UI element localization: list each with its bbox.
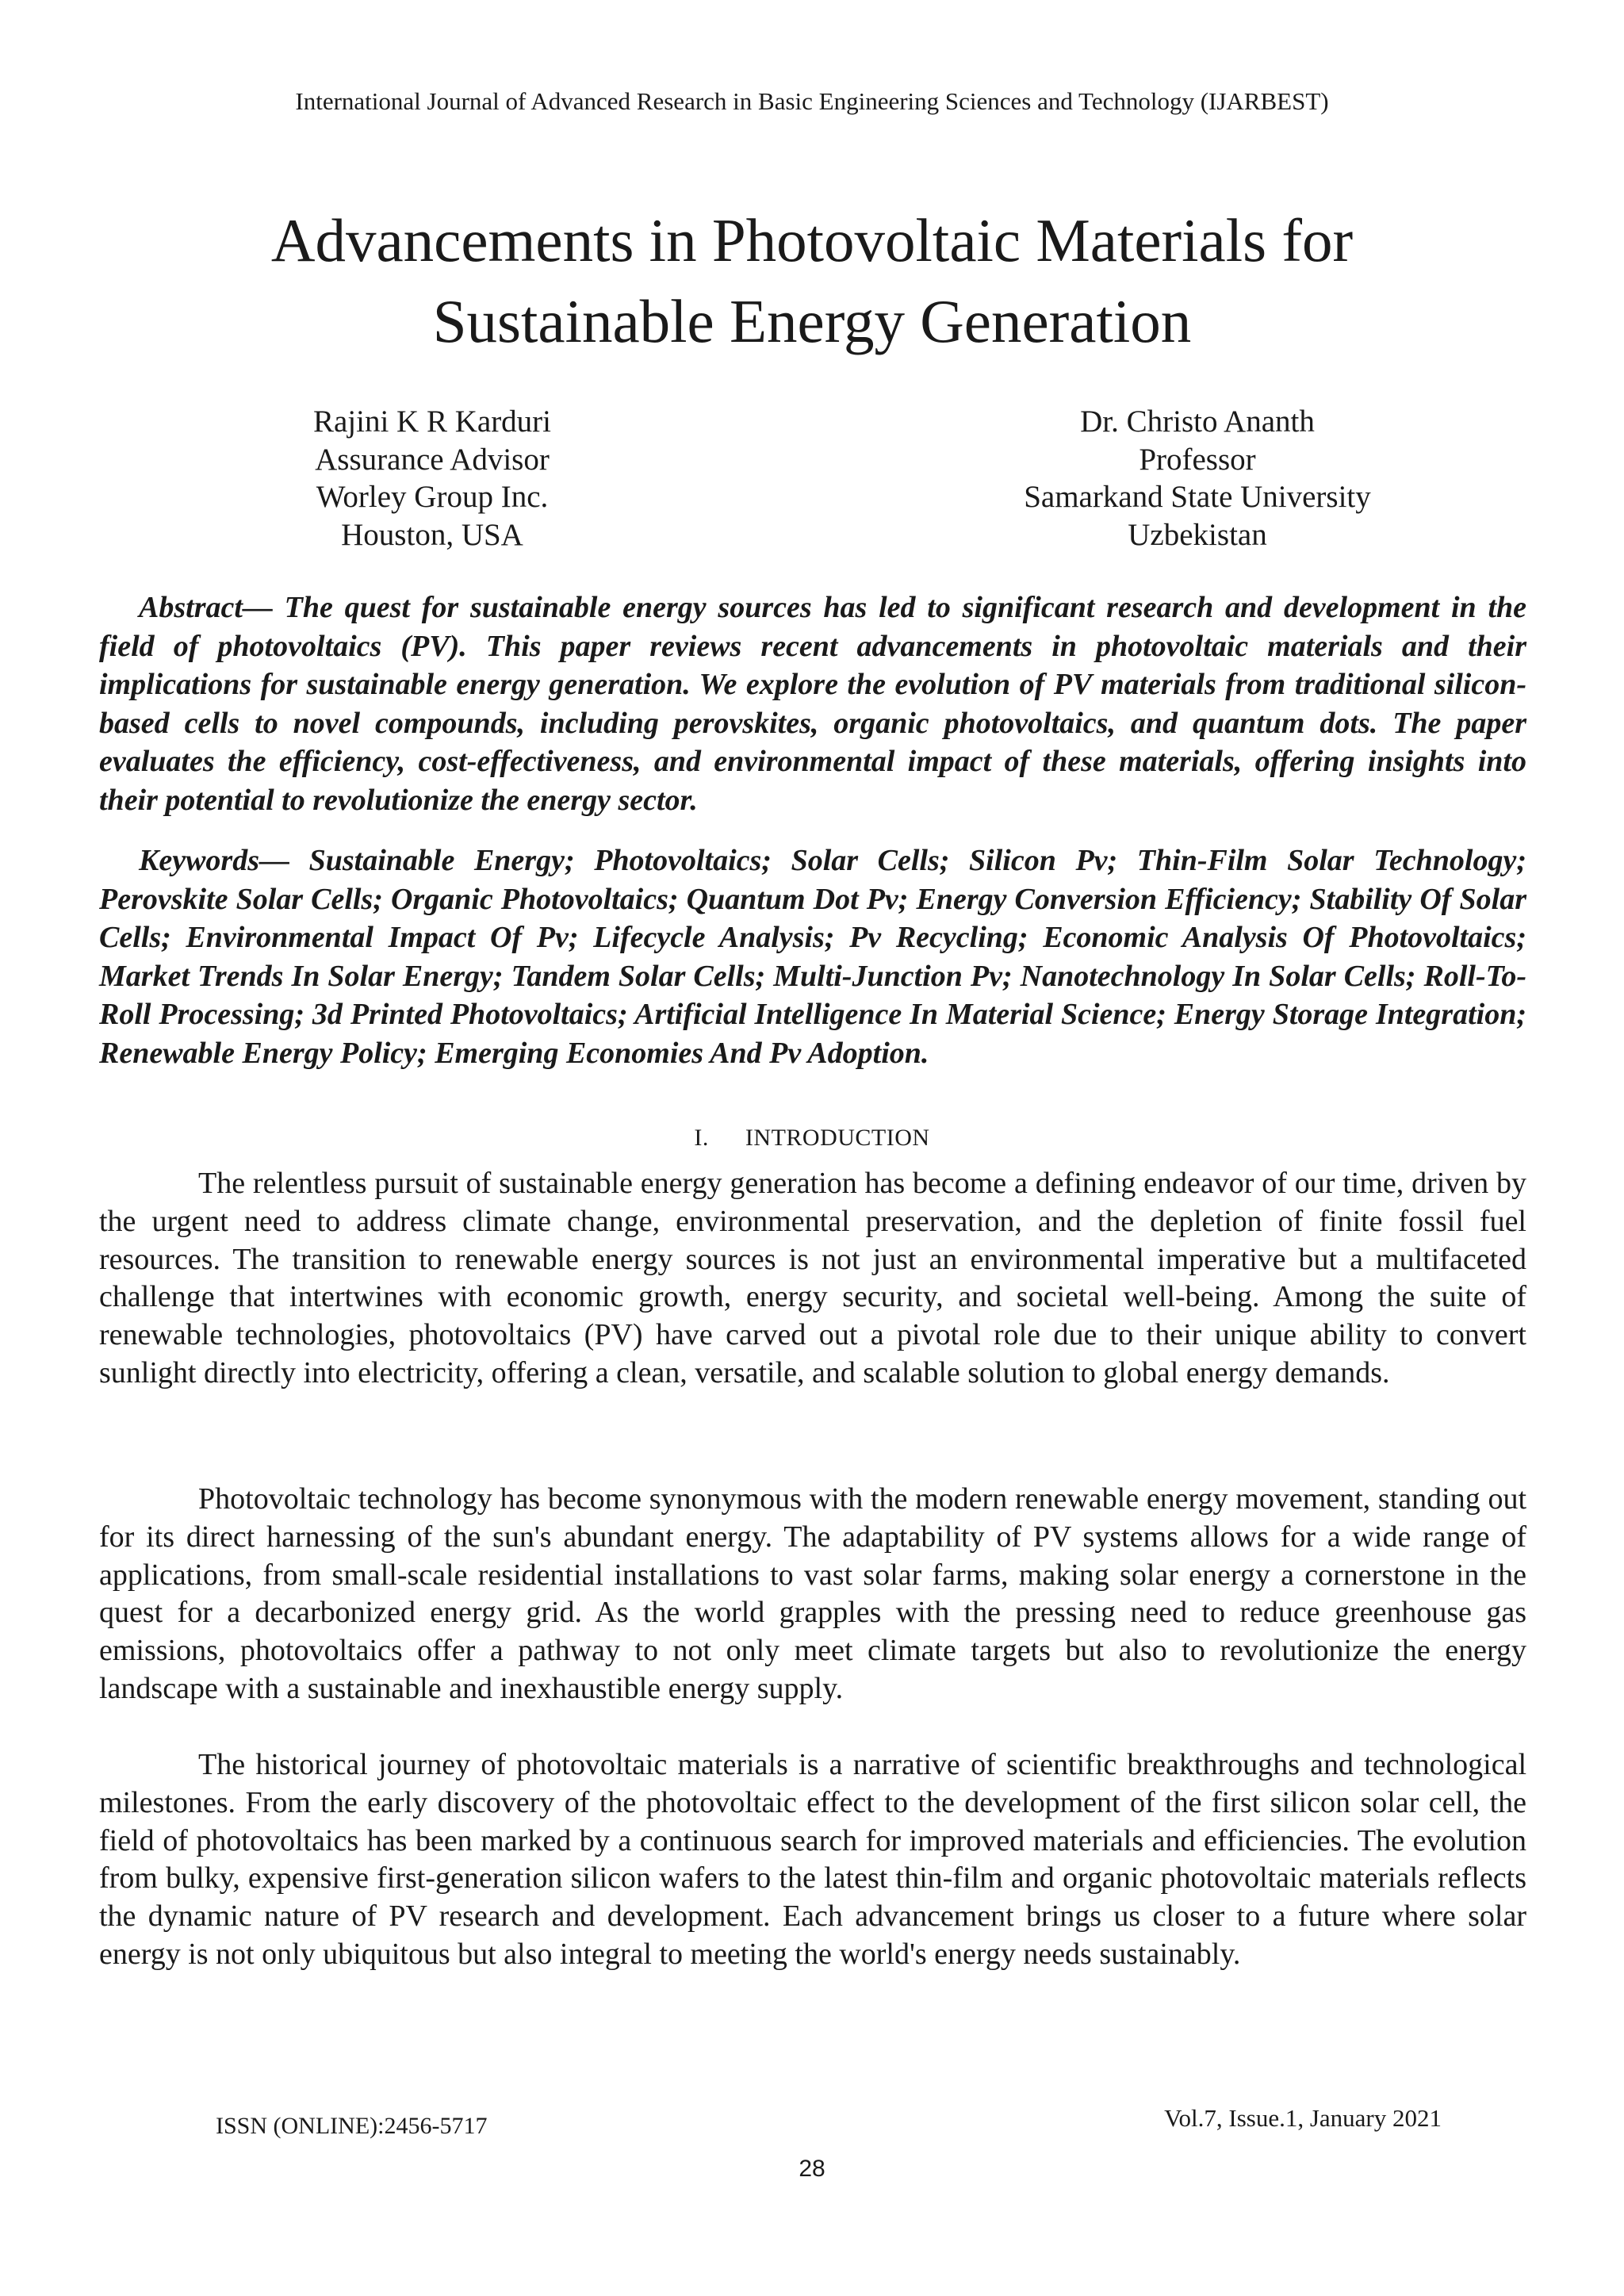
intro-paragraph-2: Photovoltaic technology has become synonymous with the modern renewable energy movement, standing out for its direct harnessing of the sun's abundant energy. The adaptability of PV systems allows for a wide range of applications, from small-scale residential installations to vast solar farms, making solar energy a cornerstone in the quest for a decarbonized energy grid. As the world grapples with the pressing need to reduce greenhouse gas emissions, photovoltaics offer a pathway to not only meet climate targets but also to revolutionize the energy landscape with a sustainable and inexhaustible energy supply.	[99, 1482, 1526, 1705]
section-title: INTRODUCTION	[745, 1125, 930, 1151]
section-heading-introduction	[0, 1125, 1624, 1152]
page-number: 28	[799, 2156, 825, 2182]
title-line-2: Sustainable Energy Generation	[432, 287, 1192, 355]
author-location: Houston, USA	[341, 517, 523, 552]
footer-volume: Vol.7, Issue.1, January 2021	[1164, 2104, 1442, 2132]
author-organization: Samarkand State University	[1024, 480, 1371, 514]
author-name: Dr. Christo Ananth	[1080, 404, 1315, 439]
abstract: Abstract— The quest for sustainable energy sources has led to significant research and development in the field of photovoltaics (PV). This paper reviews recent advancements in photovoltaic materials and their implications for sustainable energy generation. We explore the evolution of PV materials from traditional silicon-based cells to novel compounds, including perovskites, organic photovoltaics, and quantum dots. The paper evaluates the efficiency, cost-effectiveness, and environmental impact of these materials, offering insights into their potential to revolutionize the energy sector.	[99, 591, 1526, 817]
author-role: Professor	[1139, 442, 1256, 477]
section-number: I.	[694, 1125, 709, 1151]
intro-paragraph-3: The historical journey of photovoltaic materials is a narrative of scientific breakthroughs and technological milestones. From the early discovery of the photovoltaic effect to the development of the first silicon solar cell, the field of photovoltaics has been marked by a continuous search for improved materials and efficiencies. The evolution from bulky, expensive first-generation silicon wafers to the latest thin-film and organic photovoltaic materials reflects the dynamic nature of PV research and development. Each advancement brings us closer to a future where solar energy is not only ubiquitous but also integral to meeting the world's energy needs sustainably.	[99, 1748, 1526, 1971]
running-header: International Journal of Advanced Research in Basic Engineering Sciences and Technology (IJARBEST)	[295, 87, 1329, 115]
author-location: Uzbekistan	[1128, 517, 1267, 552]
paper-title	[119, 200, 1505, 362]
author-organization: Worley Group Inc.	[316, 480, 549, 514]
footer-issn: ISSN (ONLINE):2456-5717	[216, 2113, 488, 2139]
intro-paragraph-1: The relentless pursuit of sustainable energy generation has become a defining endeavor of our time, driven by the urgent need to address climate change, environmental preservation, and the depletion of finite fossil fuel resources. The transition to renewable energy sources is not just an environmental imperative but a multifaceted challenge that intertwines with economic growth, energy security, and societal well-being. Among the suite of renewable technologies, photovoltaics (PV) have carved out a pivotal role due to their unique ability to convert sunlight directly into electricity, offering a clean, versatile, and scalable solution to global energy demands.	[99, 1167, 1526, 1389]
author-block-2	[956, 403, 1439, 554]
author-name: Rajini K R Karduri	[312, 404, 552, 439]
author-role: Assurance Advisor	[315, 442, 550, 477]
title-line-1: Advancements in Photovoltaic Materials for	[270, 206, 1354, 274]
author-block-1	[194, 403, 670, 554]
keywords: Keywords— Sustainable Energy; Photovoltaics; Solar Cells; Silicon Pv; Thin-Film Solar Technology; Perovskite Solar Cells; Organic Photovoltaics; Quantum Dot Pv; Energy Conversion Efficiency; Stability Of Solar Cells; Environmental Impact Of Pv; Lifecycle Analysis; Pv Recycling; Economic Analysis Of Photovoltaics; Market Trends In Solar Energy; Tandem Solar Cells; Multi-Junction Pv; Nanotechnology In Solar Cells; Roll-To-Roll Processing; 3d Printed Photovoltaics; Artificial Intelligence In Material Science; Energy Storage Integration; Renewable Energy Policy; Emerging Economies And Pv Adoption.	[99, 844, 1526, 1070]
